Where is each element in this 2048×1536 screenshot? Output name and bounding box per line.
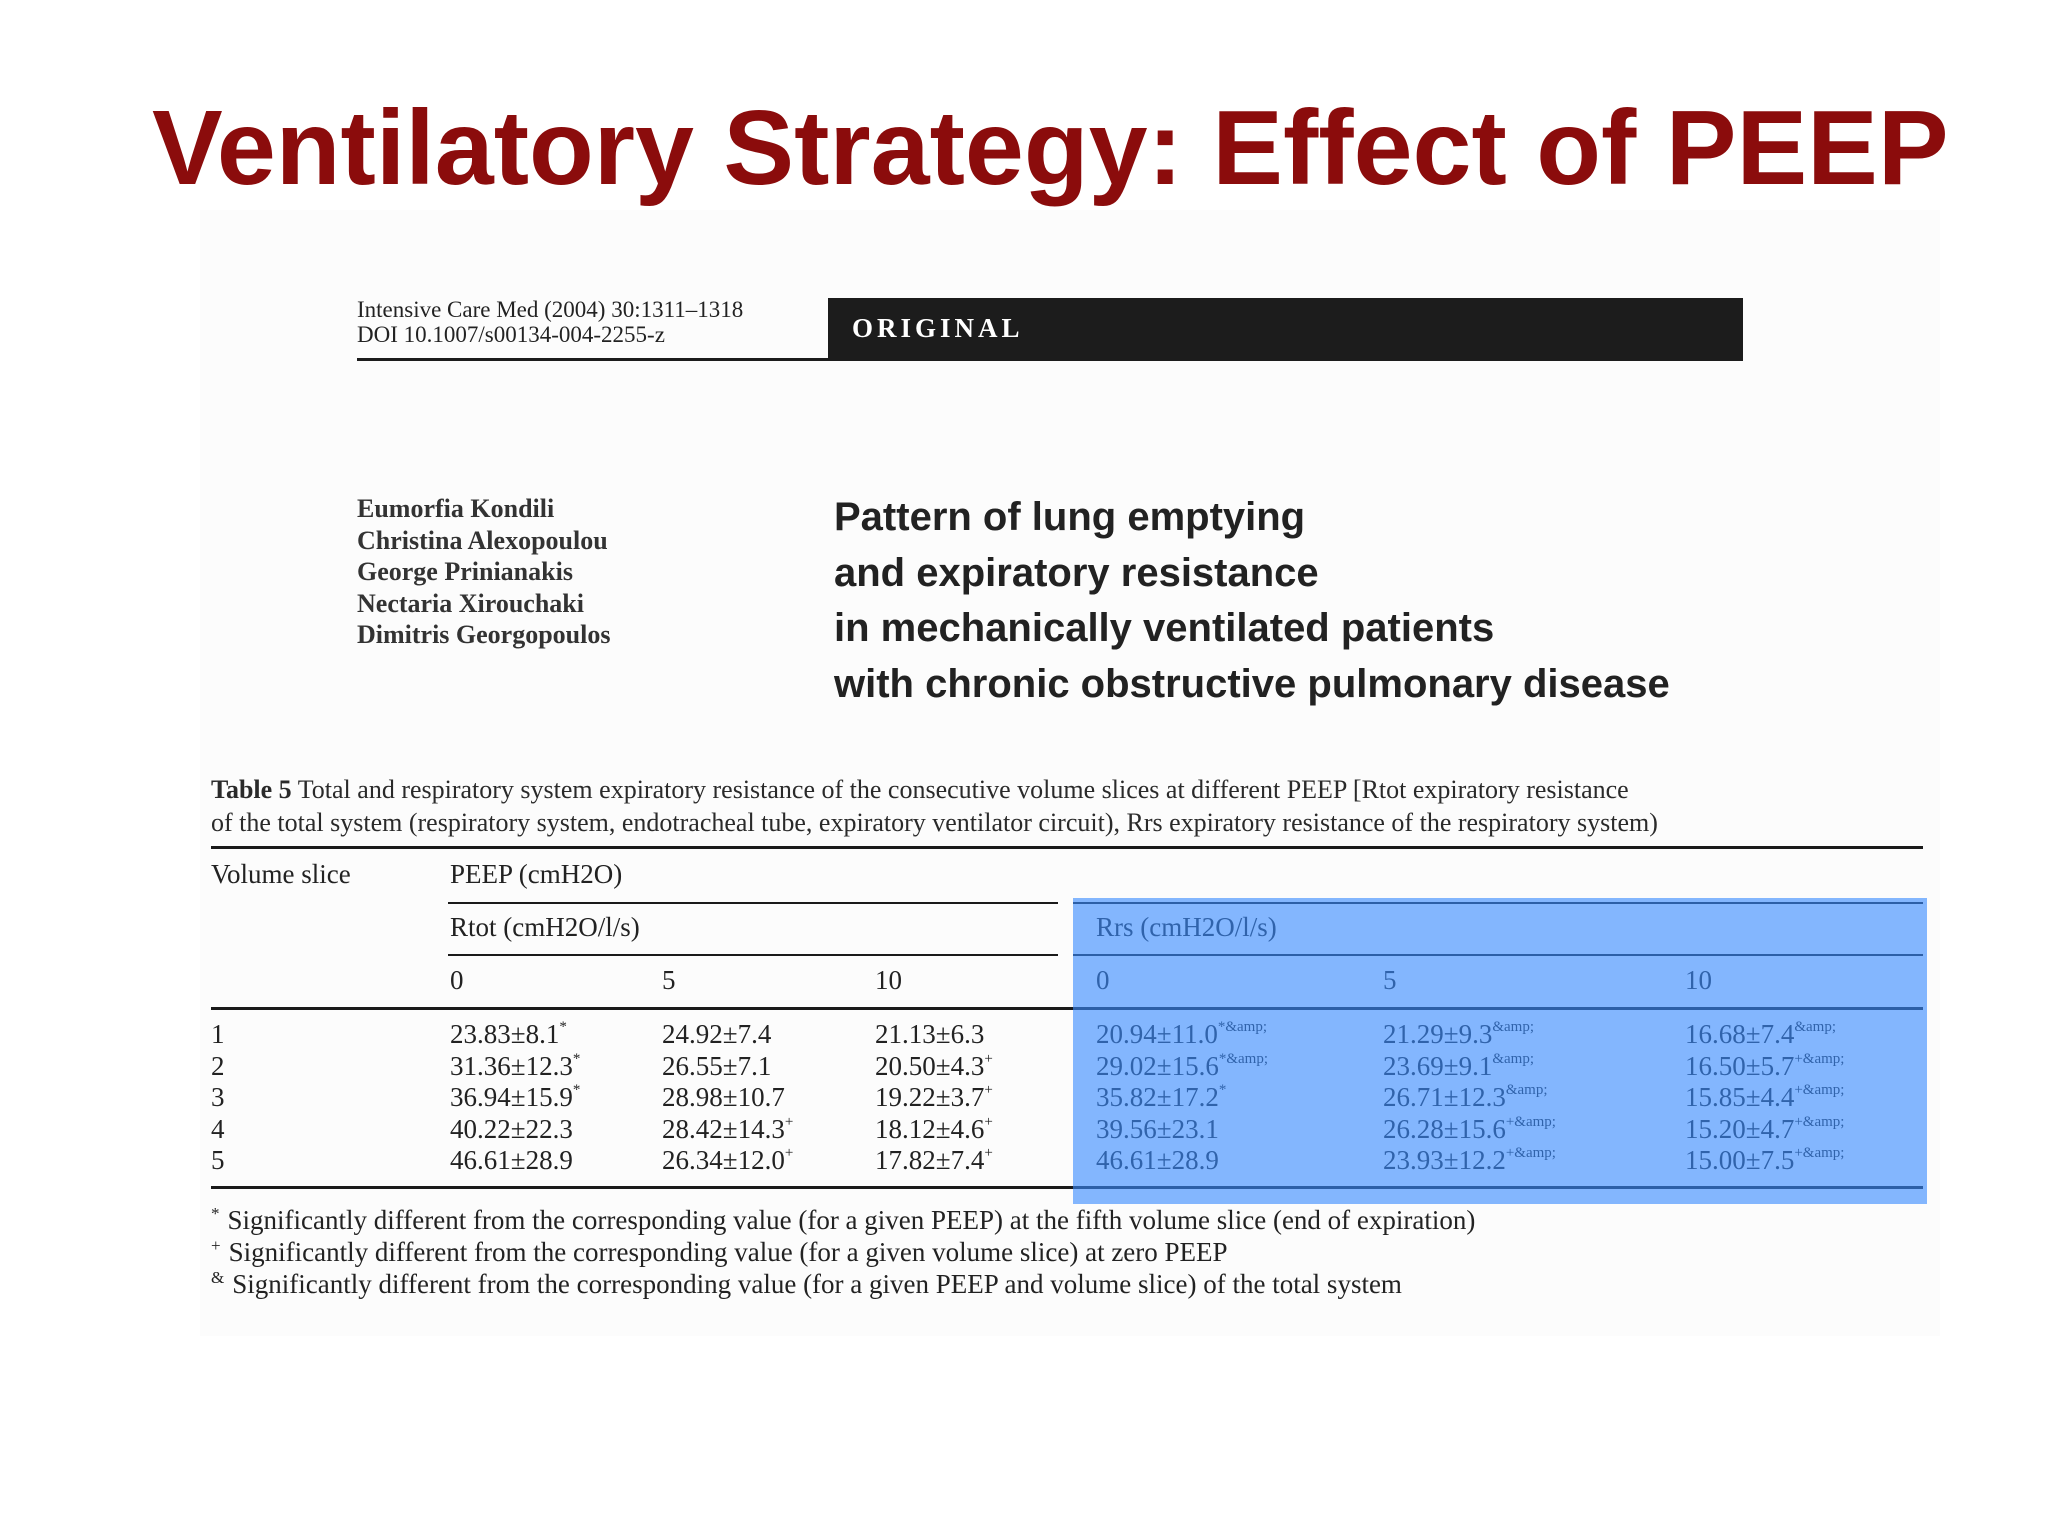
table-cell	[875, 1082, 993, 1112]
cell-value: 31.36±12.3	[450, 1050, 573, 1081]
caption-text: Total and respiratory system expiratory resistance of the consecutive volume slices at different PEEP [Rtot expiratory resistance	[297, 775, 1629, 804]
footnote	[211, 1199, 1475, 1235]
section-banner	[828, 298, 1743, 361]
cell-value: 17.82±7.4	[875, 1145, 985, 1175]
table-cell	[662, 1082, 785, 1112]
paper-title-line: in mechanically ventilated patients	[834, 606, 1495, 650]
volume-slice-number: 3	[211, 1082, 225, 1112]
significance-marker: *	[572, 1050, 581, 1067]
table-cell	[875, 1019, 984, 1049]
author: Nectaria Xirouchaki	[357, 588, 584, 618]
header-rtot: Rtot (cmH2O/l/s)	[450, 912, 640, 942]
paper-title-line: and expiratory resistance	[834, 550, 1319, 595]
significance-marker: +	[784, 1145, 794, 1161]
table-cell	[450, 1019, 567, 1049]
cell-value: 19.22±3.7	[875, 1082, 985, 1112]
table-cell	[662, 1145, 793, 1175]
table-cell	[875, 1145, 993, 1175]
significance-marker: +	[984, 1050, 993, 1067]
cell-value: 40.22±22.3	[450, 1113, 573, 1144]
volume-slice-number: 2	[211, 1050, 225, 1081]
peep-level-header: 10	[875, 965, 902, 995]
author: Christina Alexopoulou	[357, 525, 608, 555]
footnote-text: Significantly different from the corresponding value (for a given volume slice) at zero PEEP	[228, 1237, 1228, 1267]
footnote-mark: &	[211, 1268, 225, 1287]
cell-value: 18.12±4.6	[875, 1113, 985, 1144]
significance-marker: +	[984, 1082, 993, 1098]
footnote-text: Significantly different from the corresponding value (for a given PEEP) at the fifth volume slice (end of expiration)	[227, 1205, 1476, 1235]
table-top-rule	[211, 846, 1923, 849]
volume-slice-number: 1	[211, 1019, 225, 1049]
cell-value: 26.55±7.1	[662, 1050, 772, 1081]
citation-line: Intensive Care Med (2004) 30:1311–1318	[357, 297, 744, 322]
significance-marker: *	[572, 1082, 581, 1098]
footnote	[211, 1263, 1402, 1299]
table-caption	[211, 773, 1921, 839]
header-volume-slice: Volume slice	[211, 859, 351, 889]
table-cell	[450, 1082, 580, 1112]
cell-value: 23.83±8.1	[450, 1019, 560, 1049]
paper-title	[834, 490, 1670, 712]
significance-marker: +	[984, 1113, 993, 1130]
peep-level-header: 0	[450, 965, 464, 995]
volume-slice-number: 5	[211, 1145, 225, 1175]
cell-value: 20.50±4.3	[875, 1050, 985, 1081]
table-cell	[450, 1114, 573, 1144]
author-list	[357, 493, 611, 651]
cell-value: 21.13±6.3	[875, 1019, 985, 1049]
significance-marker: *	[559, 1019, 567, 1035]
table-cell	[450, 1051, 580, 1081]
peep-level-header: 5	[662, 965, 676, 995]
rtot-subheader-rule	[448, 954, 1058, 956]
rrs-highlight	[1073, 898, 1927, 1204]
rtot-group-rule	[448, 902, 1058, 904]
volume-slice-number: 4	[211, 1113, 225, 1144]
author: Dimitris Georgopoulos	[357, 620, 611, 649]
table-cell	[662, 1051, 771, 1081]
cell-value: 28.98±10.7	[662, 1082, 785, 1112]
section-label: ORIGINAL	[852, 313, 1024, 343]
footnote-mark: *	[211, 1204, 220, 1223]
cell-value: 28.42±14.3	[662, 1113, 785, 1144]
significance-marker: +	[984, 1145, 993, 1161]
cell-value: 26.34±12.0	[662, 1145, 785, 1175]
footnote-mark: +	[211, 1236, 221, 1255]
table-cell	[450, 1145, 573, 1175]
cell-value: 46.61±28.9	[450, 1145, 573, 1175]
table-cell	[875, 1051, 993, 1081]
author: George Prinianakis	[357, 557, 573, 586]
caption-text: of the total system (respiratory system, endotracheal tube, expiratory ventilator circuit), Rrs expiratory resistance of the respiratory system)	[211, 808, 1658, 837]
footnote-text: Significantly different from the corresponding value (for a given PEEP and volume slice) of the total system	[232, 1269, 1402, 1299]
paper-title-line: with chronic obstructive pulmonary disease	[834, 661, 1670, 706]
paper-title-line: Pattern of lung emptying	[834, 495, 1306, 539]
cell-value: 36.94±15.9	[450, 1082, 573, 1112]
header-peep: PEEP (cmH2O)	[450, 859, 623, 889]
cell-value: 24.92±7.4	[662, 1019, 772, 1049]
significance-marker: +	[784, 1113, 794, 1130]
footnote	[211, 1231, 1228, 1267]
table-cell	[662, 1019, 771, 1049]
doi-line: DOI 10.1007/s00134-004-2255-z	[357, 322, 665, 347]
table-cell	[662, 1114, 793, 1144]
table-label: Table 5	[211, 775, 292, 804]
header-rule	[357, 358, 1743, 361]
author: Eumorfia Kondili	[357, 494, 555, 523]
journal-citation	[357, 297, 743, 347]
table-cell	[875, 1114, 993, 1144]
slide-title: Ventilatory Strategy: Effect of PEEP	[152, 89, 1949, 207]
